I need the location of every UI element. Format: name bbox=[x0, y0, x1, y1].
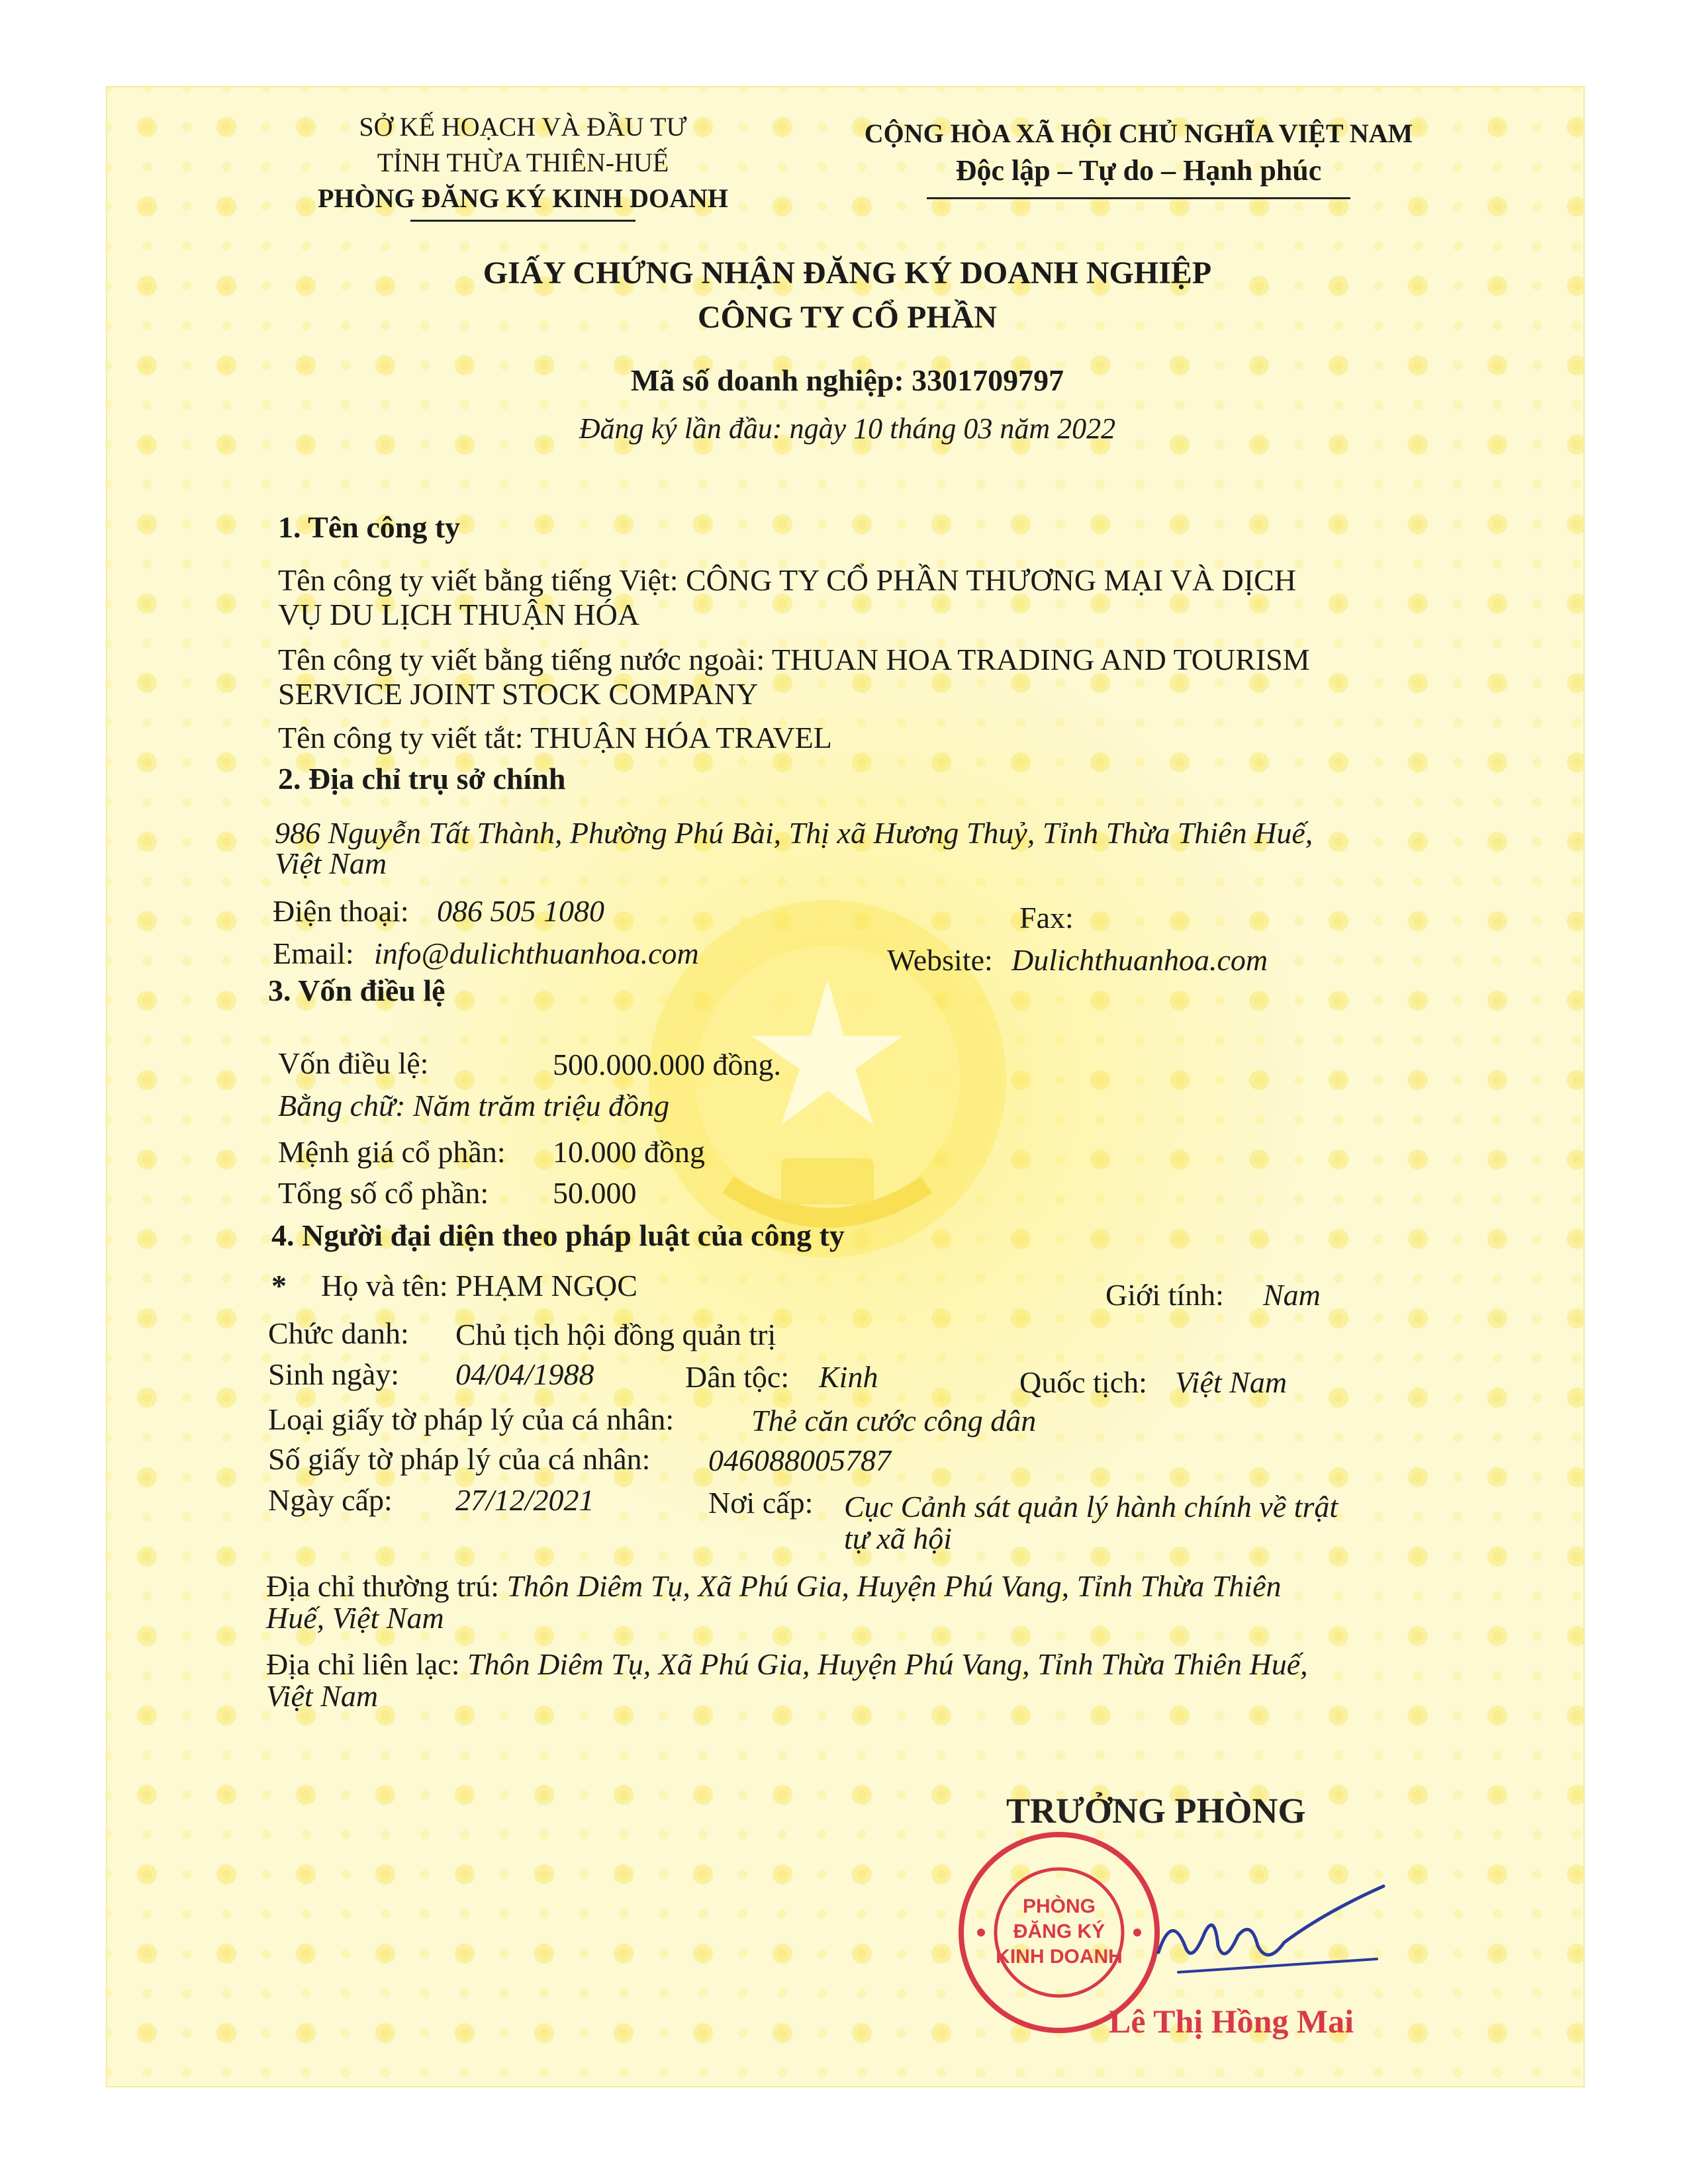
company-name-vn-value: CÔNG TY CỔ PHẦN THƯƠNG MẠI VÀ DỊCH bbox=[685, 563, 1297, 597]
nationality-label: Quốc tịch: bbox=[1019, 1365, 1147, 1399]
permanent-address-line1 bbox=[266, 1569, 1282, 1604]
position-value: Chủ tịch hội đồng quản trị bbox=[455, 1318, 776, 1351]
certificate-title: GIẤY CHỨNG NHẬN ĐĂNG KÝ DOANH NGHIỆP bbox=[483, 255, 1212, 291]
total-shares-value: 50.000 bbox=[553, 1176, 637, 1210]
handwritten-signature bbox=[1152, 1873, 1390, 2005]
capital-value: 500.000.000 đồng. bbox=[553, 1048, 781, 1081]
capital-label: Vốn điều lệ: bbox=[278, 1046, 429, 1080]
signatory-name: Lê Thị Hồng Mai bbox=[1109, 2003, 1354, 2040]
company-name-abbr-label: Tên công ty viết tắt: bbox=[278, 721, 524, 754]
svg-text:ĐĂNG KÝ: ĐĂNG KÝ bbox=[1013, 1921, 1105, 1942]
company-name-abbr-value: THUẬN HÓA TRAVEL bbox=[530, 721, 832, 754]
company-type: CÔNG TY CỔ PHẦN bbox=[697, 300, 997, 335]
issue-date-value: 27/12/2021 bbox=[455, 1483, 594, 1517]
national-title: CỘNG HÒA XÃ HỘI CHỦ NGHĨA VIỆT NAM bbox=[864, 118, 1413, 148]
rep-name bbox=[321, 1268, 637, 1303]
section-4-heading: 4. Người đại diện theo pháp luật của công ty bbox=[271, 1218, 845, 1252]
issuer-office: PHÒNG ĐĂNG KÝ KINH DOANH bbox=[318, 183, 728, 213]
ethnicity-label: Dân tộc: bbox=[685, 1360, 790, 1394]
company-name-vn-line1 bbox=[278, 563, 1296, 598]
gender-value: Nam bbox=[1263, 1278, 1321, 1312]
hq-address-line2: Việt Nam bbox=[275, 846, 387, 880]
nationality-value: Việt Nam bbox=[1175, 1365, 1288, 1399]
total-shares-label: Tổng số cổ phần: bbox=[278, 1176, 489, 1210]
company-name-en-line1 bbox=[278, 642, 1310, 677]
position-label: Chức danh: bbox=[268, 1316, 409, 1350]
phone-value: 086 505 1080 bbox=[437, 894, 604, 928]
company-name-vn-label: Tên công ty viết bằng tiếng Việt: bbox=[278, 563, 679, 597]
section-1-heading: 1. Tên công ty bbox=[278, 510, 461, 544]
email-value: info@dulichthuanhoa.com bbox=[374, 936, 699, 970]
contact-address-line2: Việt Nam bbox=[266, 1679, 379, 1713]
contact-address-value: Thôn Diêm Tụ, Xã Phú Gia, Huyện Phú Vang, Tỉnh Thừa Thiên Huế, bbox=[467, 1647, 1308, 1681]
rep-name-value: PHẠM NGỌC bbox=[455, 1269, 637, 1302]
hq-address-line1: 986 Nguyễn Tất Thành, Phường Phú Bài, Thị xã Hương Thuỷ, Tỉnh Thừa Thiên Huế, bbox=[275, 816, 1313, 850]
par-value: 10.000 đồng bbox=[553, 1135, 705, 1169]
permanent-address-line2: Huế, Việt Nam bbox=[266, 1601, 444, 1635]
permanent-address-value: Thôn Diêm Tụ, Xã Phú Gia, Huyện Phú Vang, Tỉnh Thừa Thiên bbox=[506, 1569, 1282, 1603]
par-value-label: Mệnh giá cổ phần: bbox=[278, 1135, 506, 1169]
dob-value: 04/04/1988 bbox=[455, 1357, 594, 1391]
phone-label: Điện thoại: bbox=[273, 894, 409, 928]
issue-place-label: Nơi cấp: bbox=[708, 1486, 814, 1520]
national-motto: Độc lập – Tự do – Hạnh phúc bbox=[955, 154, 1322, 187]
permanent-address-label: Địa chỉ thường trú: bbox=[266, 1569, 500, 1603]
contact-address-line1 bbox=[266, 1647, 1308, 1682]
company-name-abbr bbox=[278, 720, 832, 755]
company-name-en-label: Tên công ty viết bằng tiếng nước ngoài: bbox=[278, 643, 765, 676]
legal-doc-number-value: 046088005787 bbox=[708, 1443, 891, 1477]
rep-name-label: Họ và tên: bbox=[321, 1269, 448, 1302]
section-2-heading: 2. Địa chỉ trụ sở chính bbox=[278, 762, 566, 796]
company-name-en-line2: SERVICE JOINT STOCK COMPANY bbox=[278, 677, 759, 711]
enterprise-code: Mã số doanh nghiệp: 3301709797 bbox=[630, 363, 1064, 397]
website-value: Dulichthuanhoa.com bbox=[1011, 943, 1268, 977]
company-name-en-value: THUAN HOA TRADING AND TOURISM bbox=[771, 643, 1310, 676]
header-left-underline bbox=[410, 220, 635, 222]
email-label: Email: bbox=[273, 936, 354, 970]
issue-place-line2: tự xã hội bbox=[844, 1522, 953, 1555]
legal-doc-type-label: Loại giấy tờ pháp lý của cá nhân: bbox=[268, 1402, 675, 1436]
bullet-asterisk: * bbox=[271, 1269, 287, 1302]
issue-date-label: Ngày cấp: bbox=[268, 1483, 393, 1517]
first-registration-date: Đăng ký lần đầu: ngày 10 tháng 03 năm 2022 bbox=[579, 412, 1116, 445]
issuer-province: TỈNH THỪA THIÊN-HUẾ bbox=[377, 148, 669, 177]
header-right-underline bbox=[927, 197, 1350, 199]
contact-address-label: Địa chỉ liên lạc: bbox=[266, 1647, 460, 1681]
svg-text:PHÒNG: PHÒNG bbox=[1022, 1895, 1096, 1917]
dob-label: Sinh ngày: bbox=[268, 1357, 400, 1391]
website-label: Website: bbox=[887, 943, 993, 977]
company-name-vn-line2: VỤ DU LỊCH THUẬN HÓA bbox=[278, 598, 640, 631]
issue-place-line1: Cục Cảnh sát quản lý hành chính về trật bbox=[844, 1490, 1338, 1524]
gender-label: Giới tính: bbox=[1105, 1278, 1224, 1312]
legal-doc-number-label: Số giấy tờ pháp lý của cá nhân: bbox=[268, 1442, 651, 1476]
section-3-heading: 3. Vốn điều lệ bbox=[268, 974, 445, 1007]
ethnicity-value: Kinh bbox=[819, 1360, 878, 1394]
issuer-department: SỞ KẾ HOẠCH VÀ ĐẦU TƯ bbox=[359, 112, 687, 142]
fax-label: Fax: bbox=[1019, 901, 1074, 934]
legal-doc-type-value: Thẻ căn cước công dân bbox=[751, 1404, 1037, 1437]
capital-in-words: Bằng chữ: Năm trăm triệu đồng bbox=[278, 1089, 670, 1122]
signatory-role: TRƯỞNG PHÒNG bbox=[1006, 1791, 1306, 1831]
svg-text:KINH DOANH: KINH DOANH bbox=[996, 1946, 1123, 1968]
